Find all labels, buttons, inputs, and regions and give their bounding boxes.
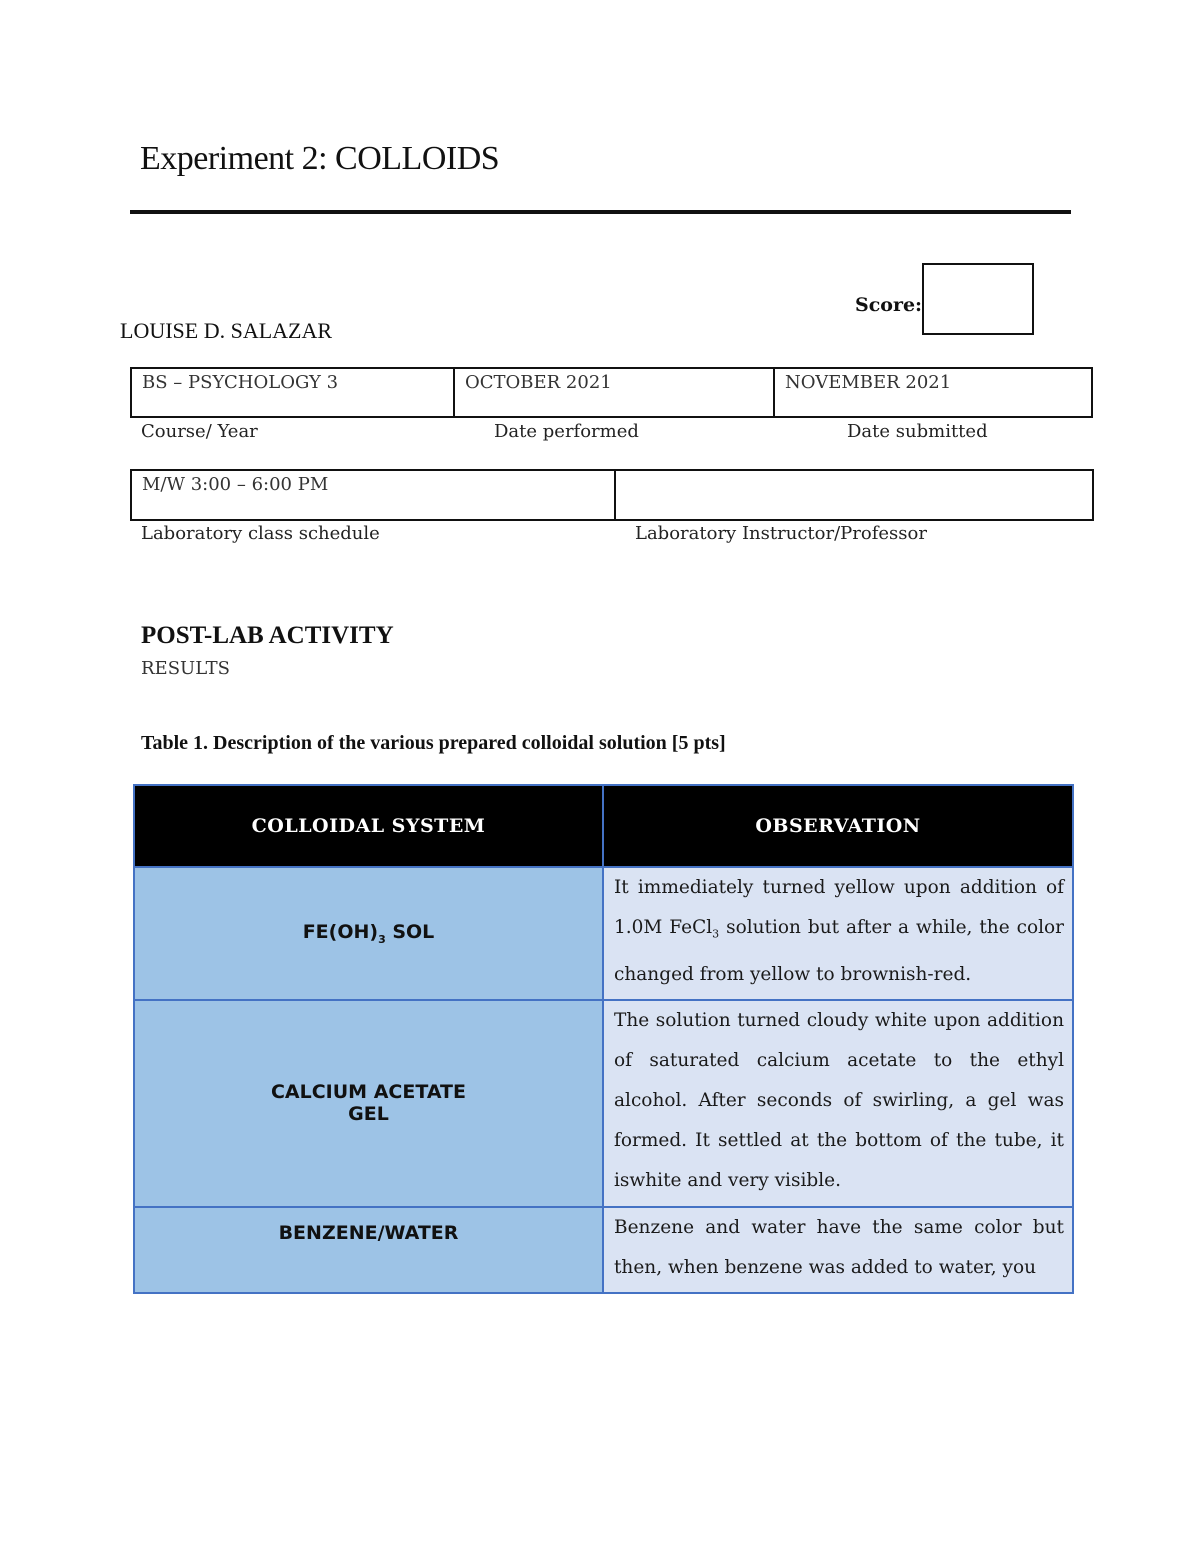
table-header-row (134, 785, 1073, 867)
instructor-label: Laboratory Instructor/Professor (635, 523, 927, 544)
instructor-value (614, 471, 1092, 519)
system-name-tail: SOL (385, 920, 435, 943)
observation-cell: The solution turned cloudy white upon addition of saturated calcium acetate to the ethyl alcohol. After seconds of swirling, a gel was formed. It settled at the bottom of the tube, it iswhite and very visible. (603, 1000, 1073, 1207)
date-submitted-label: Date submitted (847, 421, 988, 442)
header-observation: OBSERVATION (603, 785, 1073, 867)
table-row (134, 867, 1073, 1000)
date-performed-value: OCTOBER 2021 (453, 369, 773, 416)
system-name-line2: GEL (348, 1103, 389, 1126)
title-divider (130, 210, 1071, 214)
system-name: FE(OH) (302, 920, 379, 943)
observation-text-tail: solution but after a while, the color changed from yellow to brownish-red. (614, 917, 1065, 985)
system-cell (134, 867, 603, 1000)
course-year-label: Course/ Year (141, 421, 258, 442)
score-box (922, 263, 1034, 335)
table-row (134, 1000, 1073, 1207)
header-colloidal-system: COLLOIDAL SYSTEM (134, 785, 603, 867)
section-heading: POST-LAB ACTIVITY (141, 622, 394, 649)
observation-cell: Benzene and water have the same color but then, when benzene was added to water, you (603, 1207, 1073, 1293)
student-name: LOUISE D. SALAZAR (120, 318, 333, 343)
info-row-schedule (130, 469, 1094, 521)
observation-cell (603, 867, 1073, 1000)
system-name-line1: CALCIUM ACETATE (270, 1081, 466, 1104)
system-cell (134, 1000, 603, 1207)
results-table (133, 784, 1074, 1294)
table-caption: Table 1. Description of the various prepared colloidal solution [5 pts] (141, 732, 726, 754)
course-year-value: BS – PSYCHOLOGY 3 (142, 372, 339, 393)
observation-text: It immediately turned yellow upon addition of 1.0M FeCl (614, 877, 1064, 938)
schedule-label: Laboratory class schedule (141, 523, 380, 544)
info-row-course-dates (130, 367, 1093, 418)
system-subscript: 3 (378, 932, 386, 946)
schedule-value: M/W 3:00 – 6:00 PM (142, 474, 329, 495)
section-subheading: RESULTS (141, 658, 231, 679)
date-performed-label: Date performed (494, 421, 639, 442)
score-label: Score: (855, 294, 923, 316)
document-title: Experiment 2: COLLOIDS (140, 140, 500, 177)
date-submitted-value: NOVEMBER 2021 (773, 369, 1091, 416)
system-cell: BENZENE/WATER (134, 1207, 603, 1293)
table-row (134, 1207, 1073, 1293)
observation-subscript: 3 (712, 927, 720, 941)
